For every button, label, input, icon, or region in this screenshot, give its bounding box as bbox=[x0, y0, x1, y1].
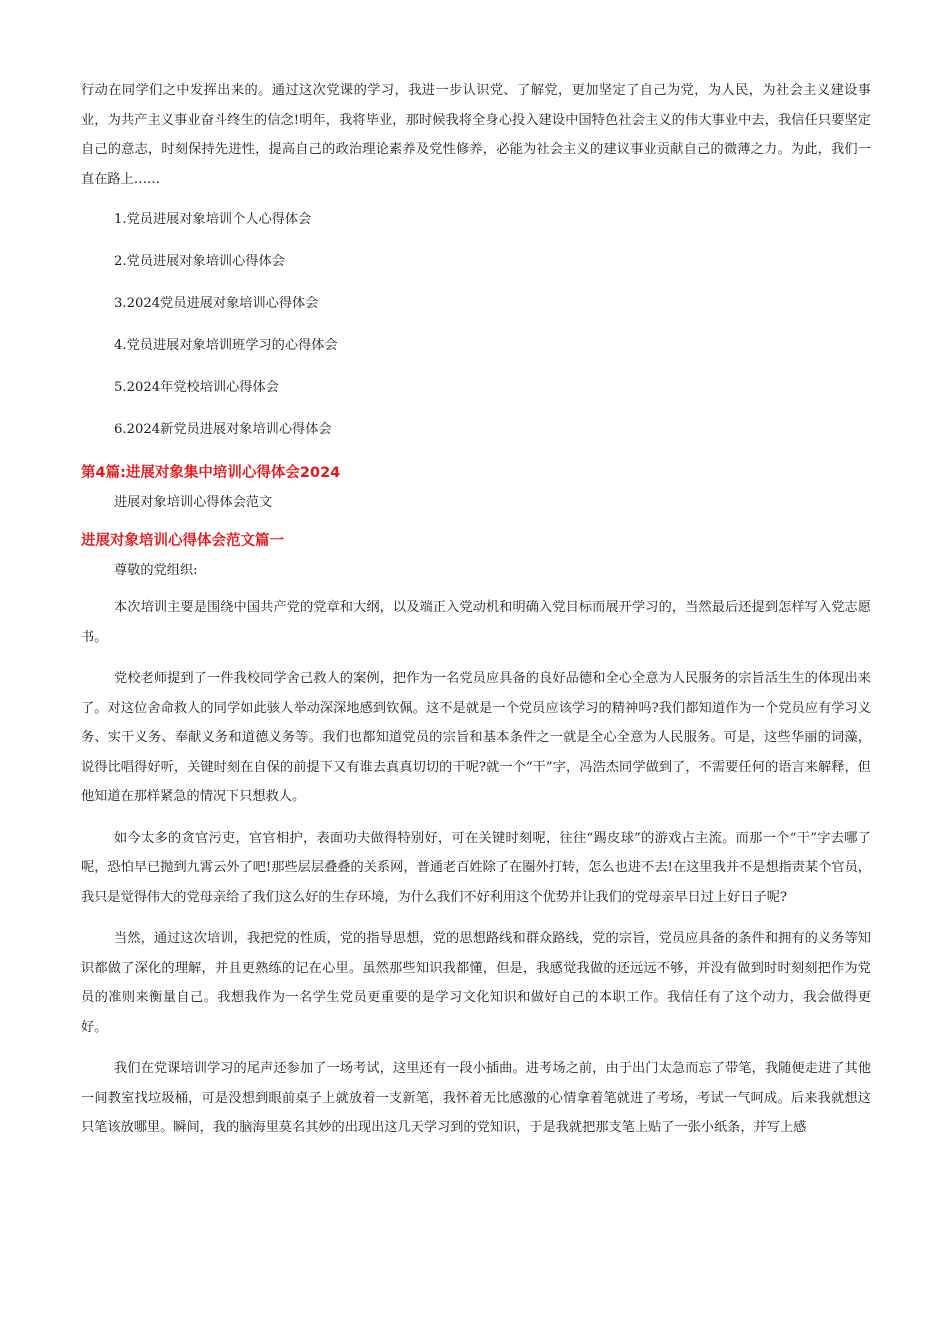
body-paragraph: 我们在党课培训学习的尾声还参加了一场考试，这里还有一段小插曲。进考场之前，由于出门太急而忘了带笔，我随便走进了其他一间教室找垃圾桶，可是没想到眼前桌子上就放着一支新笔，我怀着无比感激的心情拿着笔就进了考场，考试一气呵成。后来我就想这只笔该放哪里。瞬间，我的脑海里莫名其妙的出现出这几天学习到的党知识，于是我就把那支笔上贴了一张小纸条，并写上感 bbox=[81, 1061, 871, 1135]
body-paragraph: 当然，通过这次培训，我把党的性质，党的指导思想，党的思想路线和群众路线，党的宗旨，党员应具备的条件和拥有的义务等知识都做了深化的理解，并且更熟练的记在心里。虽然那些知识我都懂，但是，我感觉我做的还远远不够，并没有做到时时刻刻把作为党员的准则来衡量自己。我想我作为一名学生党员更重要的是学习文化知识和做好自己的本职工作。我信任有了这个动力，我会做得更好。 bbox=[81, 931, 871, 1035]
related-articles-list bbox=[81, 210, 871, 440]
document-page bbox=[81, 76, 871, 1143]
body-paragraph: 如今太多的贪官污吏，官官相护，表面功夫做得特别好，可在关键时刻呢，往往“踢皮球”的游戏占主流。而那一个“干”字去哪了呢，恐怕早已抛到九霄云外了吧!那些层层叠叠的关系网，普通老百姓除了在圈外打转，怎么也进不去!在这里我并不是想指责某个官员，我只是觉得伟大的党母亲给了我们这么好的生存环境，为什么我们不好利用这个优势并让我们的党母亲早日过上好日子呢? bbox=[81, 830, 871, 905]
salutation: 尊敬的党组织: bbox=[114, 563, 198, 578]
body-paragraph: 本次培训主要是围绕中国共产党的党章和大纲，以及端正入党动机和明确入党目标而展开学习的，当然最后还提到怎样写入党志愿书。 bbox=[81, 600, 871, 645]
article-heading: 进展对象培训心得体会范文篇一 bbox=[81, 533, 284, 549]
list-item: 4.党员进展对象培训班学习的心得体会 bbox=[114, 338, 338, 353]
list-item: 6.2024新党员进展对象培训心得体会 bbox=[114, 422, 332, 437]
intro-paragraph: 行动在同学们之中发挥出来的。通过这次党课的学习，我进一步认识党、了解党，更加坚定了自己为党，为人民，为社会主义建设事业，为共产主义事业奋斗终生的信念!明年，我将毕业，那时候我将全身心投入建设中国特色社会主义的伟大事业中去，我信任只要坚定自己的意志，时刻保持先进性，提高自己的政治理论素养及党性修养，必能为社会主义的建议事业贡献自己的微薄之力。为此，我们一直在路上…… bbox=[81, 83, 871, 187]
section-heading: 第4篇:进展对象集中培训心得体会2024 bbox=[81, 465, 341, 481]
list-item: 3.2024党员进展对象培训心得体会 bbox=[114, 296, 319, 311]
list-item: 2.党员进展对象培训心得体会 bbox=[114, 254, 285, 269]
section-subtitle: 进展对象培训心得体会范文 bbox=[114, 495, 273, 510]
list-item: 5.2024年党校培训心得体会 bbox=[114, 380, 279, 395]
list-item: 1.党员进展对象培训个人心得体会 bbox=[114, 212, 312, 227]
body-paragraph: 党校老师提到了一件我校同学舍己救人的案例，把作为一名党员应具备的良好品德和全心全意为人民服务的宗旨活生生的体现出来了。对这位舍命救人的同学如此骇人举动深深地感到钦佩。这不是就是一个党员应该学习的精神吗?我们都知道作为一个党员应有学习义务、实干义务、奉献义务和道德义务等。我们也都知道党员的宗旨和基本条件之一就是全心全意为人民服务。可是，这些华丽的词藻，说得比唱得好听，关键时刻在自保的前提下又有谁去真真切切的干呢?就一个“干”字，冯浩杰同学做到了，不需要任何的语言来解释，但他知道在那样紧急的情况下只想救人。 bbox=[81, 671, 871, 804]
